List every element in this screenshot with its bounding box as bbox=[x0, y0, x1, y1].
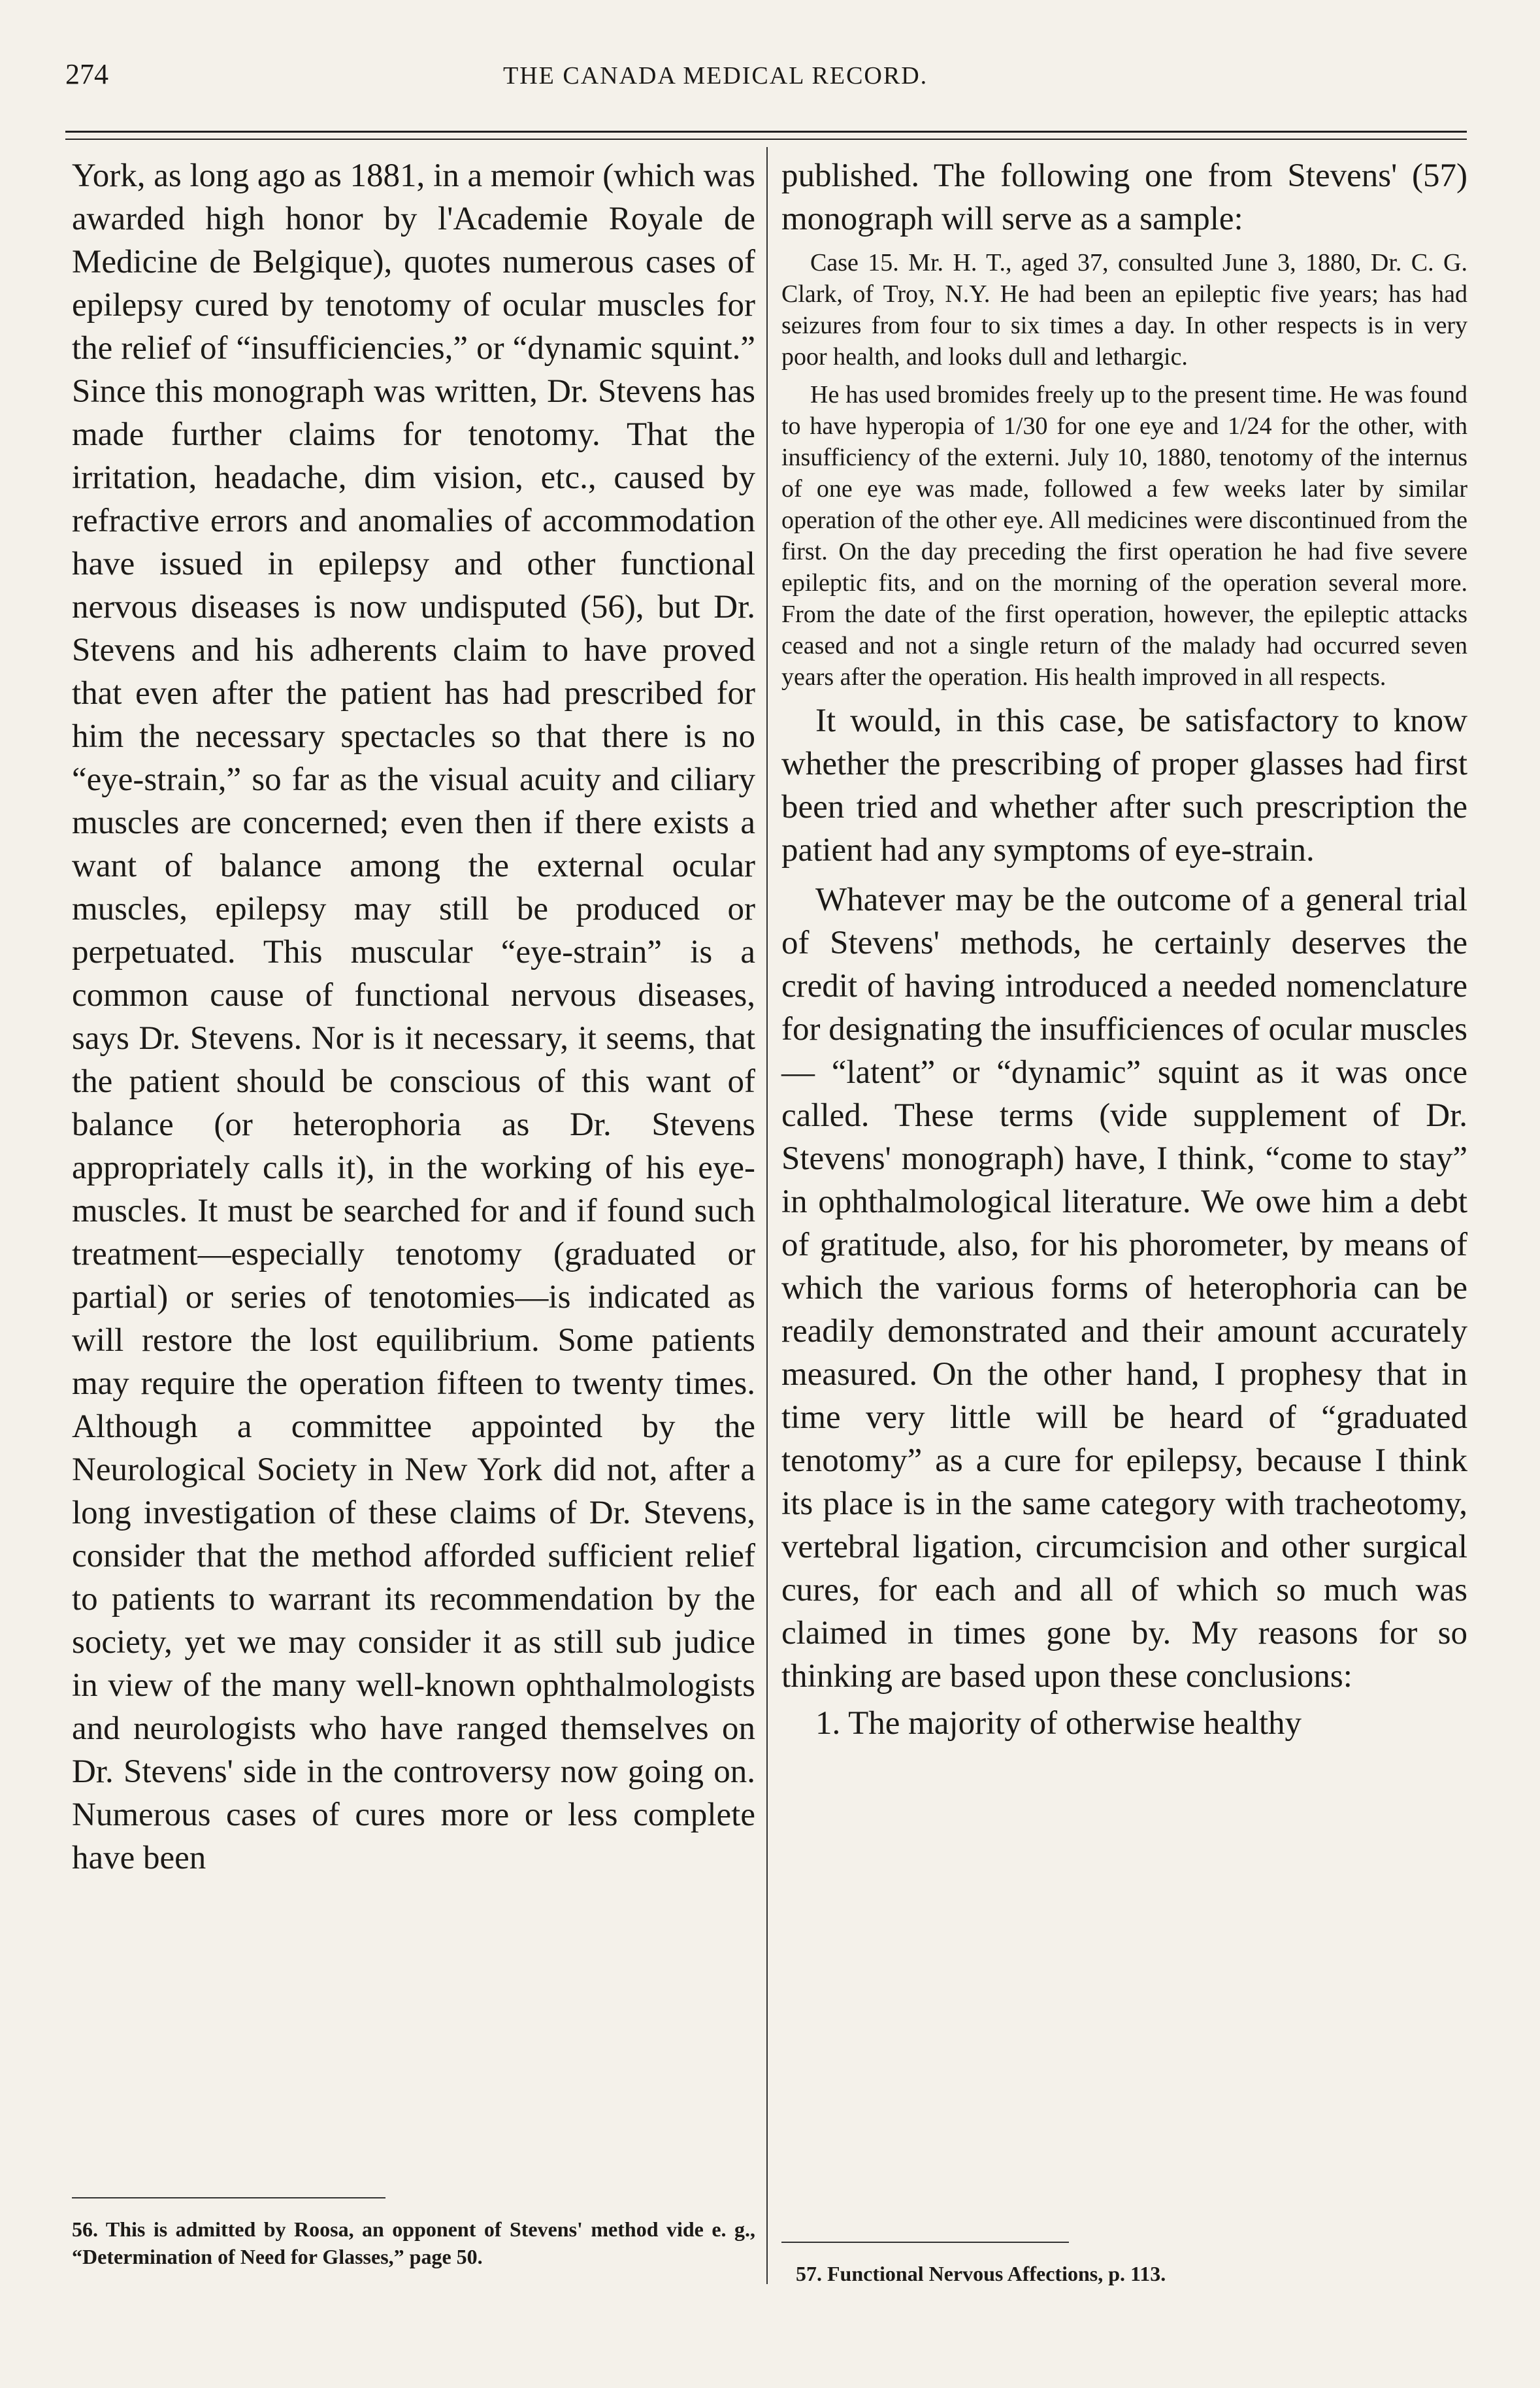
header-rule-top bbox=[65, 131, 1467, 133]
left-paragraph-1: York, as long ago as 1881, in a memoir (which was awarded high honor by l'Academie Royale de Medicine de Belgique), quotes numerous cases of epilepsy cured by tenotomy of ocular muscles for the relief of “insufficiencies,” or “dynamic squint.” Since this monograph was written, Dr. Stevens has made further claims for tenotomy. That the irritation, headache, dim vision, etc., caused by refractive errors and anomalies of accommodation have issued in epilepsy and other functional nervous diseases is now undisputed (56), but Dr. Stevens and his adherents claim to have proved that even after the patient has had prescribed for him the necessary spectacles so that there is no “eye-strain,” so far as the visual acuity and ciliary muscles are concerned; even then if there exists a want of balance among the external ocular muscles, epilepsy may still be produced or perpetuated. This muscular “eye-strain” is a common cause of functional nervous diseases, says Dr. Stevens. Nor is it necessary, it seems, that the patient should be conscious of this want of balance (or heterophoria as Dr. Stevens appropriately calls it), in the working of his eye-muscles. It must be searched for and if found such treatment—especially tenotomy (graduated or partial) or series of tenotomies—is indicated as will restore the lost equilibrium. Some patients may require the operation fifteen to twenty times. Although a committee appointed by the Neurological Society in New York did not, after a long investigation of these claims of Dr. Stevens, consider that the method afforded sufficient relief to patients to warrant its recommendation by the society, yet we may consider it as still sub judice in view of the many well-known ophthalmologists and neurologists who have ranged themselves on Dr. Stevens' side in the controversy now going on. Numerous cases of cures more or less complete have been bbox=[72, 158, 755, 1876]
footnote-rule-right bbox=[781, 2242, 1069, 2243]
footnote-57: 57. Functional Nervous Affections, p. 113. bbox=[796, 2262, 1166, 2285]
right-paragraph-1: published. The following one from Stevens' (57) monograph will serve as a sample: bbox=[781, 158, 1467, 237]
page-number: 274 bbox=[65, 58, 108, 90]
column-divider bbox=[766, 147, 768, 2284]
case-report-part-2: He has used bromides freely up to the present time. He was found to have hyperopia of 1/30 for one eye and 1/24 for the other, with insufficiency of the externi. July 10, 1880, tenotomy of the internus of one eye was made, followed a few weeks later by similar operation of the other eye. All medicines were discontinued from the first. On the day preceding the first operation he had five severe epileptic fits, and on the morning of the operation several more. From the date of the first operation, however, the epileptic attacks ceased and not a single return of the malady had occurred seven years after the operation. His health improved in all respects. bbox=[781, 381, 1467, 691]
left-column bbox=[72, 154, 755, 1880]
right-column bbox=[781, 154, 1467, 1745]
footnote-rule-left bbox=[72, 2197, 385, 2198]
running-head: THE CANADA MEDICAL RECORD. bbox=[503, 62, 928, 90]
header-rule-bottom bbox=[65, 139, 1467, 140]
right-paragraph-2: It would, in this case, be satisfactory to know whether the prescribing of proper glasses had first been tried and whether after such prescription the patient had any symptoms of eye-strain. bbox=[781, 703, 1467, 869]
numbered-conclusion-1: 1. The majority of otherwise healthy bbox=[815, 1705, 1302, 1742]
case-report-part-1: Case 15. Mr. H. T., aged 37, consulted June 3, 1880, Dr. C. G. Clark, of Troy, N.Y. He had been an epileptic five years; has had seizures from four to six times a day. In other respects is in very poor health, and looks dull and lethargic. bbox=[781, 249, 1467, 371]
right-paragraph-3: Whatever may be the outcome of a general trial of Stevens' methods, he certainly deserves the credit of having introduced a needed nomenclature for designating the insufficiences of ocular muscles— “latent” or “dynamic” squint as it was once called. These terms (vide supplement of Dr. Stevens' monograph) have, I think, “come to stay” in ophthalmological literature. We owe him a debt of gratitude, also, for his phorometer, by means of which the various forms of heterophoria can be readily demonstrated and their amount accurately measured. On the other hand, I prophesy that in time very little will be heard of “graduated tenotomy” as a cure for epilepsy, because I think its place is in the same category with tracheotomy, vertebral ligation, circumcision and other surgical cures, for each and all of which so much was claimed in times gone by. My reasons for so thinking are based upon these conclusions: bbox=[781, 882, 1467, 1695]
footnote-56: 56. This is admitted by Roosa, an opponent of Stevens' method vide e. g., “Determination of Need for Glasses,” page 50. bbox=[72, 2217, 755, 2268]
